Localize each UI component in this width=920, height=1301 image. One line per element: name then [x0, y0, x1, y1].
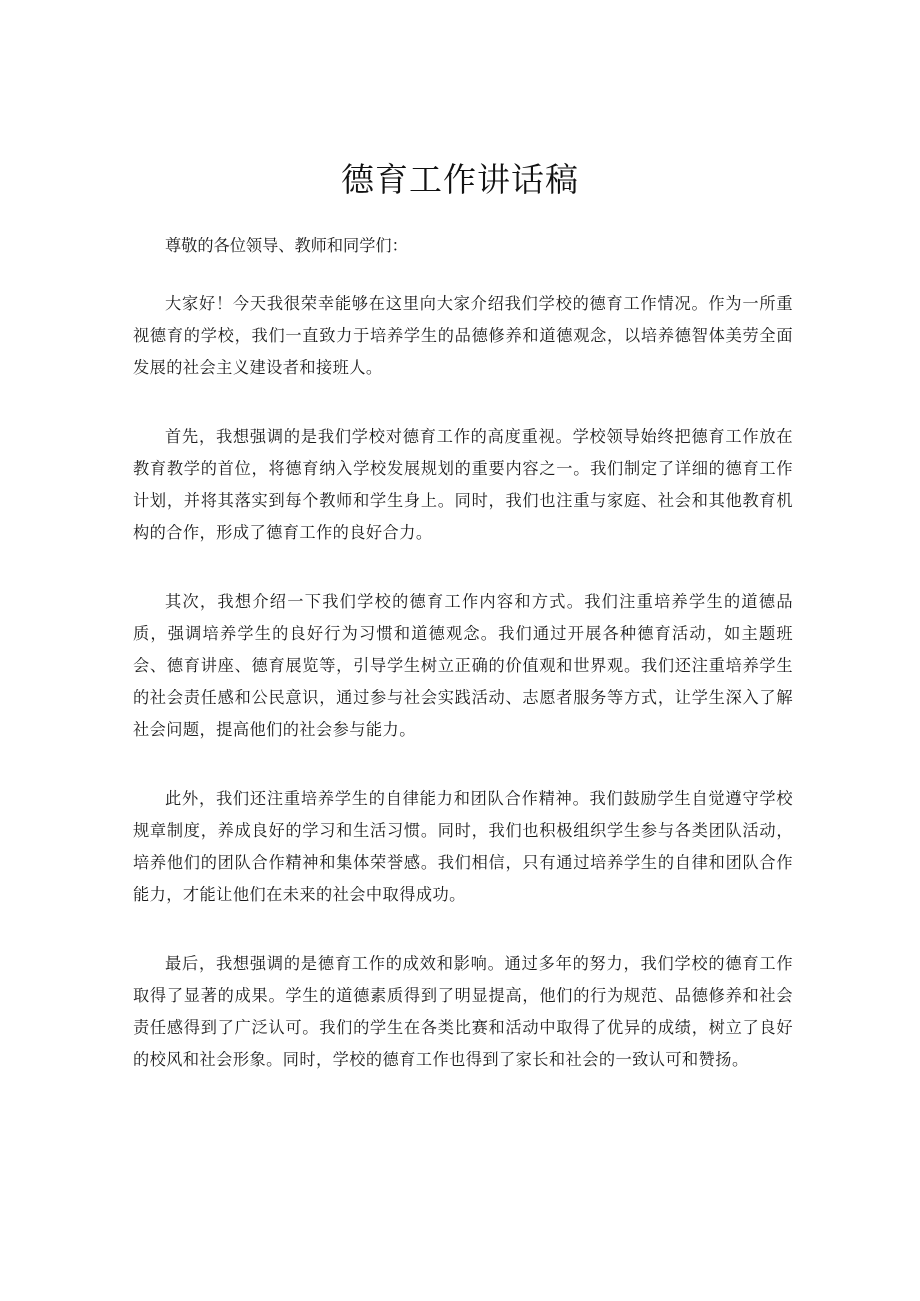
paragraph-third: 此外，我们还注重培养学生的自律能力和团队合作精神。我们鼓励学生自觉遵守学校规章制度，养成良好的学习和生活习惯。同时，我们也积极组织学生参与各类团队活动，培养他们的团队合作精神和集体荣誉感。我们相信，只有通过培养学生的自律和团队合作能力，才能让他们在未来的社会中取得成功。 — [133, 789, 793, 904]
paragraph-intro: 大家好！今天我很荣幸能够在这里向大家介绍我们学校的德育工作情况。作为一所重视德育的学校，我们一直致力于培养学生的品德修养和道德观念，以培养德智体美劳全面发展的社会主义建设者和接班人。 — [133, 294, 793, 377]
paragraph-second: 其次，我想介绍一下我们学校的德育工作内容和方式。我们注重培养学生的道德品质，强调培养学生的良好行为习惯和道德观念。我们通过开展各种德育活动，如主题班会、德育讲座、德育展览等，引导学生树立正确的价值观和世界观。我们还注重培养学生的社会责任感和公民意识，通过参与社会实践活动、志愿者服务等方式，让学生深入了解社会问题，提高他们的社会参与能力。 — [133, 592, 793, 739]
paragraph-first: 首先，我想强调的是我们学校对德育工作的高度重视。学校领导始终把德育工作放在教育教学的首位，将德育纳入学校发展规划的重要内容之一。我们制定了详细的德育工作计划，并将其落实到每个教师和学生身上。同时，我们也注重与家庭、社会和其他教育机构的合作，形成了德育工作的良好合力。 — [133, 427, 793, 542]
document-body — [133, 236, 793, 1113]
paragraph-last: 最后，我想强调的是德育工作的成效和影响。通过多年的努力，我们学校的德育工作取得了显著的成果。学生的道德素质得到了明显提高，他们的行为规范、品德修养和社会责任感得到了广泛认可。我们的学生在各类比赛和活动中取得了优异的成绩，树立了良好的校风和社会形象。同时，学校的德育工作也得到了家长和社会的一致认可和赞扬。 — [133, 954, 793, 1069]
document-title: 德育工作讲话稿 — [341, 160, 579, 199]
greeting-line: 尊敬的各位领导、教师和同学们： — [165, 236, 408, 255]
